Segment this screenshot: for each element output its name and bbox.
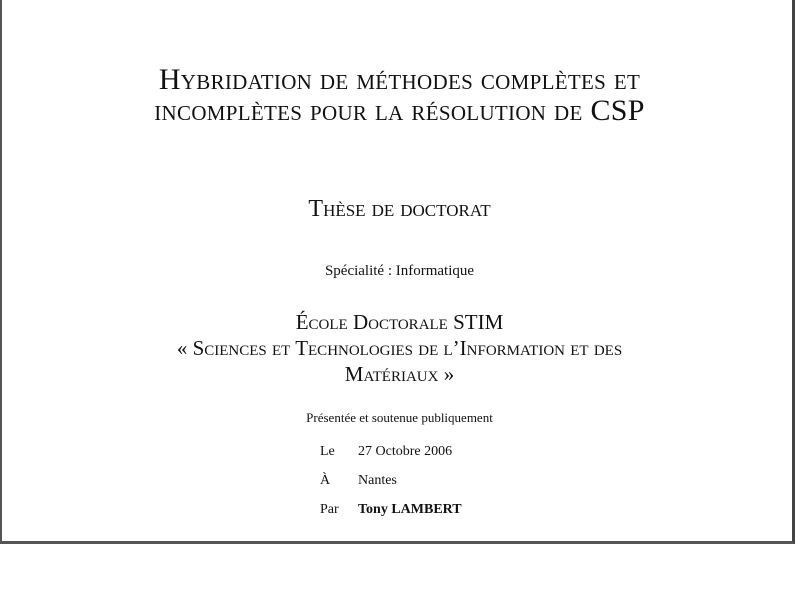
presented-text: Présentée et soutenue publiquement	[306, 410, 493, 425]
defense-place-label: À	[320, 473, 331, 488]
doctoral-school-full-line-1: « Sciences et Technologies de l’Information et des	[176, 336, 623, 360]
defense-place-value: Nantes	[358, 473, 397, 488]
defense-place-row	[320, 473, 462, 502]
doctoral-school-name: École Doctorale STIM	[295, 310, 504, 334]
doctoral-school	[2, 309, 797, 387]
defense-date-row	[320, 444, 462, 473]
author-label: Par	[320, 502, 339, 517]
author-row	[320, 502, 462, 531]
speciality-text: Spécialité : Informatique	[324, 263, 475, 279]
defense-details	[320, 444, 462, 531]
defense-date-value: 27 Octobre 2006	[358, 444, 453, 459]
doctoral-school-full-line-2: Matériaux »	[344, 362, 455, 386]
defense-date-label: Le	[320, 444, 335, 459]
thesis-title	[2, 64, 797, 126]
author-name: Tony LAMBERT	[358, 502, 462, 517]
thesis-title-line-1: Hybridation de méthodes complètes et	[158, 63, 641, 96]
thesis-title-line-2: incomplètes pour la résolution de CSP	[154, 94, 645, 127]
thesis-type-heading: Thèse de doctorat	[308, 196, 491, 222]
